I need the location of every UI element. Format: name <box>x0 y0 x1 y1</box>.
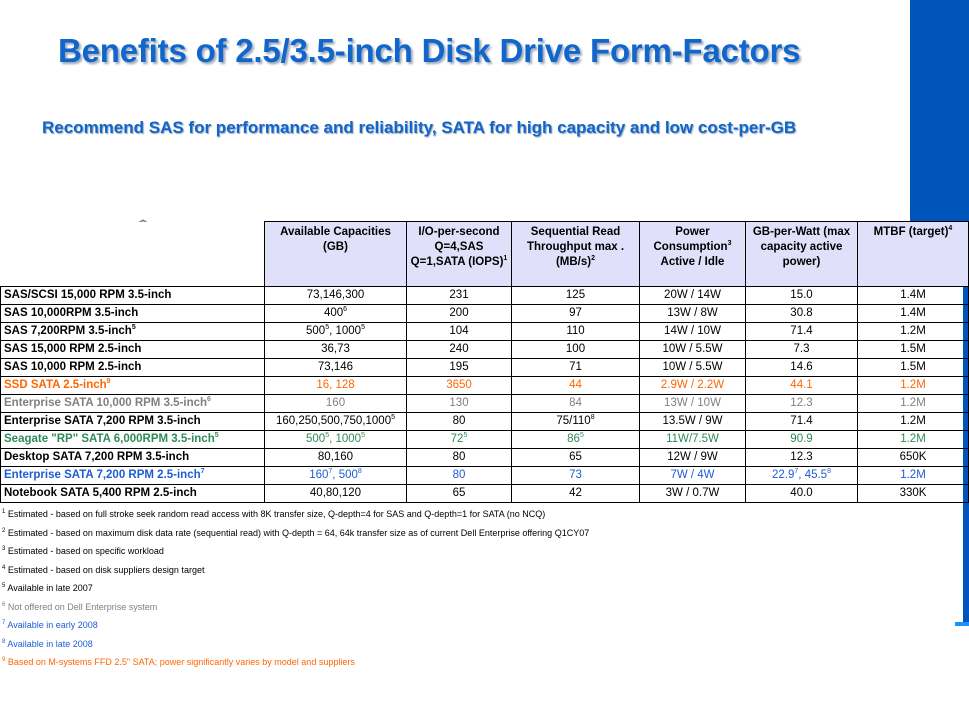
table-row <box>1 359 969 377</box>
table-cell: 1.4M <box>858 305 969 323</box>
row-label: Notebook SATA 5,400 RPM 2.5-inch <box>1 485 265 503</box>
footnote: $^8$ Available in late 2008 <box>2 638 93 649</box>
table-cell: 20W / 14W <box>640 287 746 305</box>
table-cell: 16, 128 <box>265 377 407 395</box>
table-cell: 160,250,500,750,1000$^5$ <box>265 413 407 431</box>
slide-subtitle: Recommend SAS for performance and reliability, SATA for high capacity and low cost-per-GB <box>42 118 797 137</box>
table-cell: 2.9W / 2.2W <box>640 377 746 395</box>
accent-tail <box>955 622 969 626</box>
table-cell: 73 <box>512 467 640 485</box>
row-label: Desktop SATA 7,200 RPM 3.5-inch <box>1 449 265 467</box>
footnote: $^9$ Based on M-systems FFD 2.5" SATA; power significantly varies by model and suppliers <box>2 657 355 667</box>
table-cell: 1.2M <box>858 431 969 449</box>
table-cell: 240 <box>407 341 512 359</box>
table-cell: 90.9 <box>746 431 858 449</box>
table-cell: $500^5$, 1000$^5$ <box>265 323 407 341</box>
table-cell: 1.2M <box>858 467 969 485</box>
table-row <box>1 305 969 323</box>
table-cell: 14W / 10W <box>640 323 746 341</box>
table-cell: 42 <box>512 485 640 503</box>
table-cell: 10W / 5.5W <box>640 341 746 359</box>
row-label: Enterprise SATA 7,200 RPM 2.5-inch$^7$ <box>1 467 265 485</box>
table-cell: 330K <box>858 485 969 503</box>
table-cell: 231 <box>407 287 512 305</box>
table-cell: 97 <box>512 305 640 323</box>
table-header-row <box>1 222 969 287</box>
table-cell: $160^7$, $500^8$ <box>265 467 407 485</box>
table-cell: 13W / 8W <box>640 305 746 323</box>
table-cell: 3650 <box>407 377 512 395</box>
table-cell: 44 <box>512 377 640 395</box>
drive-comparison-table <box>0 221 969 503</box>
table-cell: 65 <box>407 485 512 503</box>
table-row <box>1 449 969 467</box>
table-cell: 80 <box>407 467 512 485</box>
footnote: $^5$ Available in late 2007 <box>2 583 93 593</box>
table-cell: 71 <box>512 359 640 377</box>
table-row <box>1 467 969 485</box>
table-cell: 84 <box>512 395 640 413</box>
table-cell: 1.5M <box>858 341 969 359</box>
footnote: $^7$ Available in early 2008 <box>2 620 98 630</box>
table-cell: 3W / 0.7W <box>640 485 746 503</box>
footnote: $^2$ Estimated - based on maximum disk data rate (sequential read) with Q-depth = 64, 64k transfer size as of current Dell Enterprise offering Q1CY07 <box>2 527 590 538</box>
footnote: $^3$ Estimated - based on specific workload <box>2 546 164 556</box>
footnote: $^4$ Estimated - based on disk suppliers design target <box>2 564 205 575</box>
table-cell: 15.0 <box>746 287 858 305</box>
column-header: MTBF (target)$^4$ <box>858 222 969 287</box>
table-cell: 73,146,300 <box>265 287 407 305</box>
table-cell: 200 <box>407 305 512 323</box>
column-header: Power Consumption$^3$ Active / Idle <box>640 222 746 287</box>
table-cell: 71.4 <box>746 413 858 431</box>
table-cell: 130 <box>407 395 512 413</box>
footnotes <box>2 509 902 676</box>
row-label: Seagate "RP" SATA 6,000RPM 3.5-inch$^5$ <box>1 431 265 449</box>
table-cell: 80 <box>407 449 512 467</box>
footnote: $^6$ Not offered on Dell Enterprise system <box>2 601 158 612</box>
column-header: GB-per-Watt (max capacity active power) <box>746 222 858 287</box>
table-cell: 1.2M <box>858 395 969 413</box>
table-cell: 650K <box>858 449 969 467</box>
column-header: Available Capacities (GB) <box>265 222 407 287</box>
table-cell: 7W / 4W <box>640 467 746 485</box>
table-body <box>1 287 969 503</box>
table-cell: 1.5M <box>858 359 969 377</box>
table-cell: 1.2M <box>858 413 969 431</box>
table-cell: 80,160 <box>265 449 407 467</box>
table-row <box>1 485 969 503</box>
table-cell: 65 <box>512 449 640 467</box>
table-cell: 12W / 9W <box>640 449 746 467</box>
table-row <box>1 323 969 341</box>
table-cell: 13W / 10W <box>640 395 746 413</box>
table-row <box>1 395 969 413</box>
table-cell: 44.1 <box>746 377 858 395</box>
row-label: SAS 10,000 RPM 2.5-inch <box>1 359 265 377</box>
table-cell: 10W / 5.5W <box>640 359 746 377</box>
row-label: SAS/SCSI 15,000 RPM 3.5-inch <box>1 287 265 305</box>
column-header: I/O-per-second Q=4,SAS Q=1,SATA (IOPS)$^1$ <box>407 222 512 287</box>
row-label: Enterprise SATA 10,000 RPM 3.5-inch$^6$ <box>1 395 265 413</box>
table-cell: 11W/7.5W <box>640 431 746 449</box>
table-row <box>1 431 969 449</box>
column-header: Sequential Read Throughput $\max .(MB/s)^2$ <box>512 222 640 287</box>
accent-bar <box>910 0 969 256</box>
table-cell: 40.0 <box>746 485 858 503</box>
table-cell: 40,80,120 <box>265 485 407 503</box>
table-cell: 14.6 <box>746 359 858 377</box>
table-cell: 1.4M <box>858 287 969 305</box>
table-cell: 12.3 <box>746 395 858 413</box>
row-label: Enterprise SATA 7,200 RPM 3.5-inch <box>1 413 265 431</box>
table-cell: 7.3 <box>746 341 858 359</box>
row-label: SAS 15,000 RPM 2.5-inch <box>1 341 265 359</box>
table-cell: 22.9$^7$, 45.5$^8$ <box>746 467 858 485</box>
row-label: SAS 10,000RPM 3.5-inch <box>1 305 265 323</box>
header-corner <box>1 222 265 287</box>
table-cell: 104 <box>407 323 512 341</box>
table-cell: $86^5$ <box>512 431 640 449</box>
table-cell: $400^6$ <box>265 305 407 323</box>
table-cell: 160 <box>265 395 407 413</box>
table-row <box>1 287 969 305</box>
table-cell: 100 <box>512 341 640 359</box>
footnote: $^1$ Estimated - based on full stroke seek random read access with 8K transfer size, Q-depth=4 for SAS and Q-depth=1 for SATA (no NCQ) <box>2 509 546 519</box>
table-cell: 30.8 <box>746 305 858 323</box>
table-cell: $75/110^8$ <box>512 413 640 431</box>
table-cell: $500^5$, 1000$^5$ <box>265 431 407 449</box>
table-cell: 80 <box>407 413 512 431</box>
table-cell: 71.4 <box>746 323 858 341</box>
table-cell: 195 <box>407 359 512 377</box>
table-cell: 13.5W / 9W <box>640 413 746 431</box>
table-row <box>1 413 969 431</box>
table-row <box>1 341 969 359</box>
row-label: SSD SATA 2.5-inch$^9$ <box>1 377 265 395</box>
table-cell: 12.3 <box>746 449 858 467</box>
table-cell: 110 <box>512 323 640 341</box>
table-cell: 36,73 <box>265 341 407 359</box>
table-cell: 1.2M <box>858 323 969 341</box>
table-cell: $72^5$ <box>407 431 512 449</box>
table-cell: 1.2M <box>858 377 969 395</box>
table-cell: 125 <box>512 287 640 305</box>
table-row <box>1 377 969 395</box>
table-cell: 73,146 <box>265 359 407 377</box>
slide-title: Benefits of 2.5/3.5-inch Disk Drive Form-Factors <box>58 32 801 69</box>
row-label: SAS 7,200RPM 3.5-inch$^5$ <box>1 323 265 341</box>
